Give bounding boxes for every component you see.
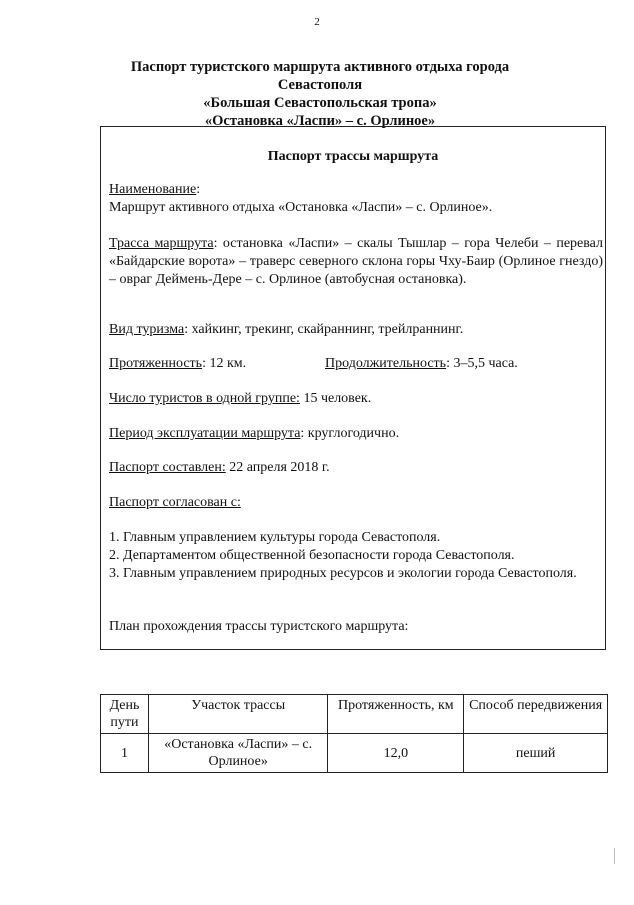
length-value: : 12 км.: [202, 356, 247, 371]
cell-day: 1: [101, 734, 149, 773]
length-duration-row: [109, 355, 603, 373]
header-length: Протяженность, км: [328, 695, 464, 734]
agreed-list: [109, 529, 603, 583]
group-size: [109, 390, 603, 408]
compiled-label: Паспорт составлен:: [109, 460, 226, 475]
table-row: [101, 734, 608, 773]
agreed-label: Паспорт согласован с:: [109, 495, 241, 510]
period-value: : круглогодично.: [300, 426, 400, 441]
name-value: Маршрут активного отдыха «Остановка «Ласпи» – с. Орлиное».: [109, 200, 493, 215]
route-table: [100, 694, 608, 773]
agreed-item: 1. Главным управлением культуры города Севастополя.: [109, 530, 441, 545]
title-line-3: «Остановка «Ласпи» – с. Орлиное»: [204, 113, 436, 129]
period-label: Период эксплуатации маршрута: [109, 426, 301, 441]
title-line-2: «Большая Севастопольская тропа»: [203, 95, 437, 111]
passport-box: [100, 126, 606, 650]
cell-length: 12,0: [328, 734, 464, 773]
agreed-heading: [109, 494, 603, 512]
header-section: Участок трассы: [148, 695, 327, 734]
tourism-value: : хайкинг, трекинг, скайраннинг, трейлраннинг.: [184, 322, 464, 337]
document-title: [90, 58, 550, 130]
header-method: Способ передвижения: [464, 695, 608, 734]
agreed-item: 2. Департаментом общественной безопасности города Севастополя.: [109, 548, 515, 563]
agreed-item: 3. Главным управлением природных ресурсов и экологии города Севастополя.: [109, 566, 577, 581]
table-header-row: [101, 695, 608, 734]
scan-mark: [614, 848, 615, 864]
group-label: Число туристов в одной группе:: [109, 391, 300, 406]
tourism-type: [109, 321, 603, 339]
plan-text: План прохождения трассы туристского маршрута:: [109, 619, 409, 634]
cell-method: пеший: [464, 734, 608, 773]
cell-section: «Остановка «Ласпи» – с. Орлиное»: [148, 734, 327, 773]
compiled-value: 22 апреля 2018 г.: [225, 460, 330, 475]
duration-value: : 3–5,5 часа.: [446, 356, 518, 371]
duration-label: Продолжительность: [325, 356, 447, 371]
name-label: Наименование: [109, 182, 197, 197]
tourism-label: Вид туризма: [109, 322, 185, 337]
passport-heading: Паспорт трассы маршрута: [267, 149, 439, 164]
group-value: 15 человек.: [299, 391, 372, 406]
track-label: Трасса маршрута: [109, 236, 214, 251]
track-value: : остановка «Ласпи» – скалы Тышлар – гора Челеби – перевал «Байдарские ворота» – траверс северного склона горы Чху-Баир (Орлиное гнездо) – овраг Деймень-Дере – с. Орлиное (автобусная остановка).: [109, 236, 603, 287]
header-day: День пути: [101, 695, 149, 734]
length-label: Протяженность: [109, 356, 203, 371]
page-number: 2: [314, 16, 320, 28]
track-section: [109, 235, 603, 289]
name-section: Наименование: Маршрут активного отдыха «Остановка «Ласпи» – с. Орлиное».: [109, 182, 493, 215]
operation-period: [109, 425, 603, 443]
compiled-date: [109, 459, 603, 477]
title-line-1: Паспорт туристского маршрута активного отдыха города Севастополя: [130, 59, 510, 93]
